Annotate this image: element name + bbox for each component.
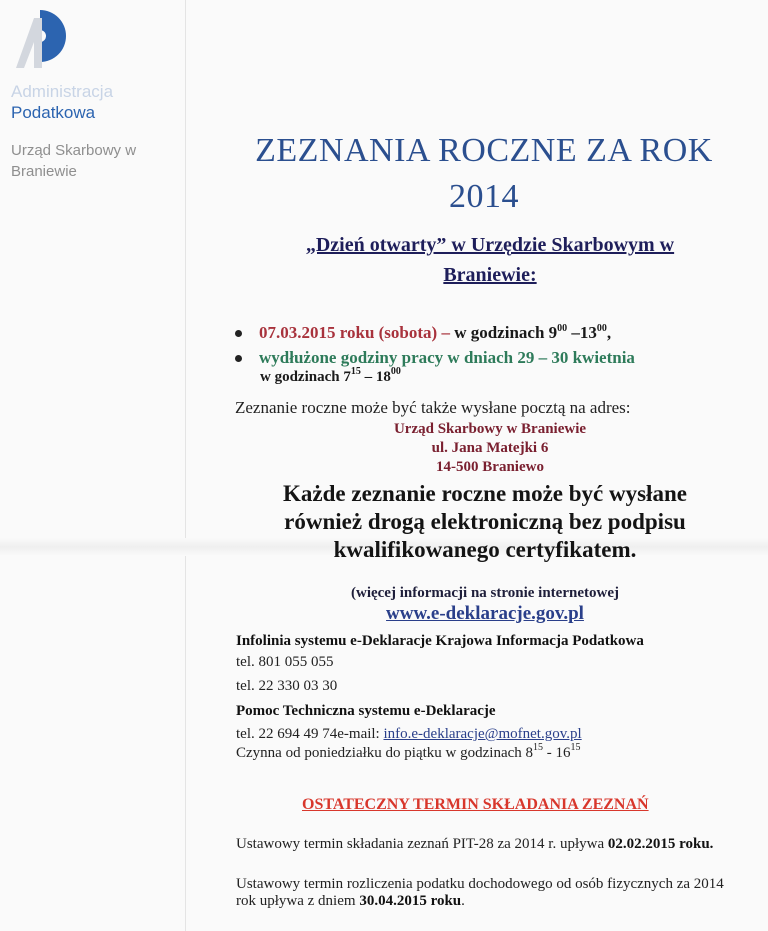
hours-sup: 15 — [570, 742, 581, 753]
hours-sup: 00 — [596, 323, 607, 334]
hours-mid: –13 — [567, 323, 597, 342]
deadline-text: Ustawowy termin rozliczenia podatku dochodowego od osób fizycznych za 2014 rok upływa z dniem — [236, 876, 724, 909]
hours-sup: 15 — [350, 366, 361, 377]
subtitle-line-1: „Dzień otwarty” w Urzędzie Skarbowym w — [305, 234, 675, 256]
address-city: 14-500 Braniewo — [436, 459, 544, 475]
hours-sup: 00 — [390, 366, 401, 377]
page-title — [200, 128, 768, 220]
deadline-date: 30.04.2015 roku — [359, 893, 462, 909]
hours-sup: 15 — [533, 742, 544, 753]
electronic-line-3: kwalifikowanego certyfikatem. — [333, 537, 637, 562]
tech-support-title: Pomoc Techniczna systemu e-Deklaracje — [236, 703, 496, 719]
phone-2: tel. 22 330 03 30 — [236, 678, 338, 694]
hours-mid: – 18 — [360, 369, 391, 385]
support-hours — [236, 742, 581, 762]
deadline-income-tax — [236, 876, 746, 910]
list-item — [235, 320, 755, 345]
email-link[interactable]: info.e-deklaracje@mofnet.gov.pl — [383, 726, 582, 742]
extended-hours-text: wydłużone godziny pracy w dniach 29 – 30 kwietnia — [259, 348, 635, 367]
hours-end: , — [606, 323, 612, 342]
phone-email-line — [236, 726, 582, 743]
electronic-line-1: Każde zeznanie roczne może być wysłane — [283, 481, 687, 506]
brand-administracja: Administracja — [11, 82, 114, 101]
electronic-line-2: również drogą elektroniczną bez podpisu — [284, 509, 686, 534]
deadline-heading: OSTATECZNY TERMIN SKŁADANIA ZEZNAŃ — [302, 796, 649, 813]
phone-3: tel. 22 694 49 74e-mail: — [236, 726, 384, 742]
electronic-filing-notice — [235, 480, 735, 564]
office-name: Urząd Skarbowy w Braniewie — [11, 142, 137, 180]
dash: – — [437, 323, 455, 342]
website-link[interactable]: www.e-deklaracje.gov.pl — [386, 603, 584, 624]
infolinia-title: Infolinia systemu e-Deklaracje Krajowa Informacja Podatkowa — [236, 633, 644, 649]
more-info-text: (więcej informacji na stronie internetowej — [351, 585, 619, 601]
postal-address — [300, 420, 680, 477]
hours-sup: 00 — [557, 323, 568, 334]
hours-prefix: Czynna od poniedziałku do piątku w godzinach 8 — [236, 745, 534, 761]
hours-prefix: w godzinach 7 — [260, 369, 351, 385]
deadline-date: 02.02.2015 roku. — [607, 836, 714, 852]
deadline-pit28 — [236, 836, 746, 853]
hours-prefix: w godzinach 9 — [454, 323, 558, 342]
open-day-heading — [260, 230, 720, 290]
phone-1: tel. 801 055 055 — [236, 654, 334, 670]
title-line-2: 2014 — [449, 178, 519, 215]
open-day-hours — [454, 323, 611, 342]
deadline-end: . — [461, 893, 465, 909]
subtitle-line-2: Braniewie: — [443, 264, 537, 286]
list-item — [235, 345, 755, 370]
deadline-text: Ustawowy termin składania zeznań PIT-28 za 2014 r. upływa — [236, 836, 608, 852]
bullet-icon — [235, 355, 242, 362]
address-street: ul. Jana Matejki 6 — [431, 440, 549, 456]
hours-mid: - 16 — [543, 745, 571, 761]
bullet-icon — [235, 330, 242, 337]
post-intro: Zeznanie roczne może być także wysłane pocztą na adres: — [235, 398, 631, 417]
brand-podatkowa: Podatkowa — [11, 103, 96, 122]
open-day-list — [235, 320, 755, 386]
address-name: Urząd Skarbowy w Braniewie — [393, 421, 587, 437]
extended-hours-times — [235, 368, 755, 386]
title-line-1: ZEZNANIA ROCZNE ZA ROK — [255, 132, 713, 169]
administracja-podatkowa-logo-icon — [12, 6, 72, 76]
open-day-date: 07.03.2015 roku (sobota) — [259, 323, 438, 342]
sidebar — [0, 0, 186, 931]
